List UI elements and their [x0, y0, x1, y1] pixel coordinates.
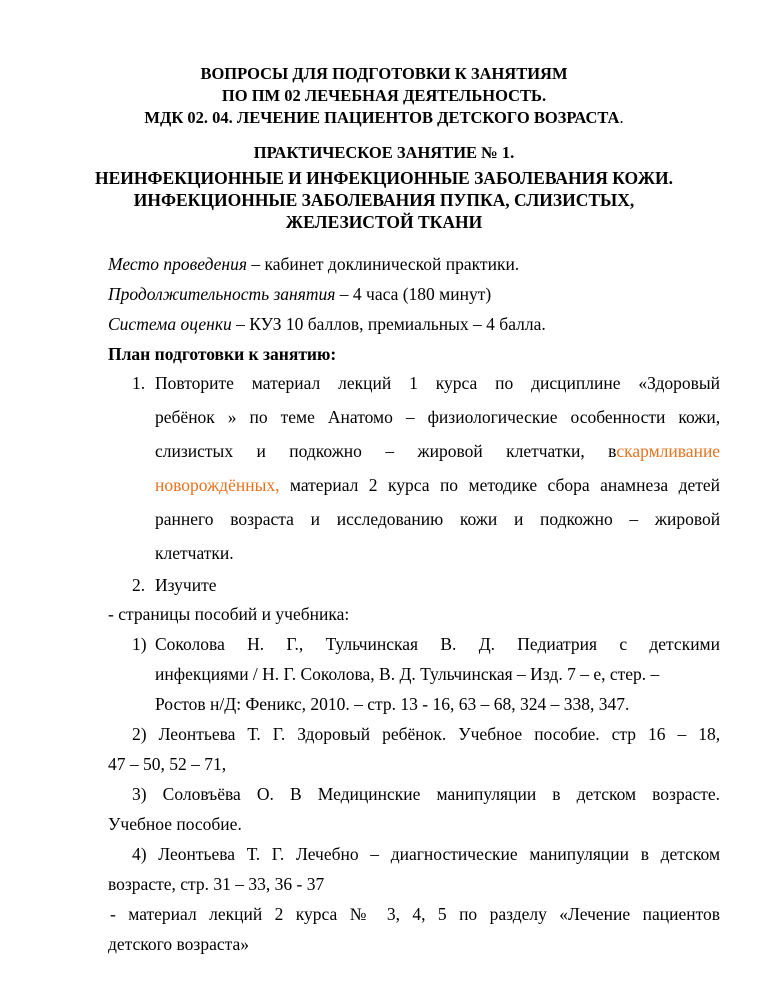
ref-2-line-1	[132, 724, 720, 745]
word: -	[110, 904, 116, 924]
item-1-line-3	[155, 441, 720, 462]
word: манипуляции	[436, 784, 537, 804]
word: в	[640, 844, 649, 864]
word: клетчатки,	[506, 441, 585, 461]
item-1-line-6: клетчатки.	[155, 543, 234, 563]
word: Д.	[478, 634, 496, 654]
word: по	[495, 373, 514, 393]
highlighted-text-2: новорождённых,	[155, 475, 280, 495]
word: Леонтьева	[158, 844, 236, 864]
place-value: – кабинет доклинической практики.	[246, 254, 520, 274]
word: –	[677, 724, 687, 744]
ref-1-line-2: инфекциями / Н. Г. Соколова, В. Д. Тульчинская – Изд. 7 – е, стер. –	[155, 664, 660, 684]
word: 16	[648, 724, 666, 744]
word: Здоровый	[297, 724, 371, 744]
header-line-3	[0, 108, 768, 128]
word: подкожно	[540, 509, 613, 529]
word: 3)	[132, 784, 147, 804]
word: анамнеза	[600, 475, 669, 495]
word: 5	[437, 904, 447, 924]
grading-value: – КУЗ 10 баллов, премиальных – 4 балла.	[231, 314, 546, 334]
word: »	[227, 407, 237, 427]
word: жировой	[417, 441, 483, 461]
word: «Здоровый	[638, 373, 721, 393]
lesson-topic-2: ИНФЕКЦИОННЫЕ ЗАБОЛЕВАНИЯ ПУПКА, СЛИЗИСТЫХ,	[133, 190, 635, 210]
word: теме	[280, 407, 315, 427]
highlighted-text: скармливание	[616, 441, 721, 461]
word: Лечебно	[295, 844, 359, 864]
word: Повторите	[155, 373, 234, 393]
word: кожи	[459, 509, 498, 529]
header-line-2: ПО ПМ 02 ЛЕЧЕБНАЯ ДЕЯТЕЛЬНОСТЬ.	[221, 86, 547, 105]
word: манипуляции	[529, 844, 630, 864]
header-line-3-text: МДК 02. 04. ЛЕЧЕНИЕ ПАЦИЕНТОВ ДЕТСКОГО ВОЗРАСТА	[144, 108, 620, 127]
word: –	[629, 509, 639, 529]
word: с	[619, 634, 628, 654]
word: Анатомо	[327, 407, 393, 427]
ref-4-line-1	[132, 844, 720, 865]
word: слизистых	[155, 441, 234, 461]
word: 18,	[698, 724, 721, 744]
word: Учебное	[458, 724, 523, 744]
word: разделу	[489, 904, 547, 924]
word: по	[439, 475, 459, 495]
word: Леонтьева	[158, 724, 236, 744]
word: вскармливание	[608, 441, 721, 461]
word: детском	[576, 784, 637, 804]
word: Г.,	[286, 634, 304, 654]
word: материал	[128, 904, 197, 924]
word: методике	[468, 475, 538, 495]
word: Тульчинская	[325, 634, 419, 654]
word: материал	[251, 373, 321, 393]
word: возраста	[230, 509, 294, 529]
ref-3-line-2: Учебное пособие.	[108, 814, 242, 834]
word: и	[256, 441, 266, 461]
word: №	[349, 904, 375, 924]
ref-1-line-1	[155, 634, 720, 655]
lesson-topic-1: НЕИНФЕКЦИОННЫЕ И ИНФЕКЦИОННЫЕ ЗАБОЛЕВАНИЯ КОЖИ.	[94, 168, 674, 188]
item-1-line-4	[155, 475, 720, 496]
lesson-number: ПРАКТИЧЕСКОЕ ЗАНЯТИЕ № 1.	[253, 143, 515, 162]
item-1-line-5	[155, 509, 720, 530]
place-line	[108, 254, 519, 275]
word: Т.	[246, 844, 261, 864]
word: диагностические	[390, 844, 518, 864]
ref-1-line-3: Ростов н/Д: Феникс, 2010. – стр. 13 - 16, 63 – 68, 324 – 338, 347.	[155, 694, 630, 714]
item-1-line-1	[155, 373, 720, 394]
ref-1-number: 1)	[132, 634, 147, 654]
word: кожи,	[678, 407, 721, 427]
ref-3-line-1	[132, 784, 720, 805]
word: 4,	[412, 904, 426, 924]
word: В	[290, 784, 302, 804]
word: 2	[368, 475, 378, 495]
word: –	[370, 844, 380, 864]
word: и	[310, 509, 321, 529]
duration-line	[108, 284, 491, 305]
ref-4-line-2: возрасте, стр. 31 – 33, 36 - 37	[108, 874, 325, 894]
word: –	[385, 441, 395, 461]
word: дисциплине	[531, 373, 621, 393]
word: –	[405, 407, 415, 427]
ref-2-line-2: 47 – 50, 52 – 71,	[108, 754, 227, 774]
word: детском	[660, 844, 721, 864]
item-2-subtitle: - страницы пособий и учебника:	[108, 604, 350, 624]
word: исследованию	[336, 509, 444, 529]
word: подкожно	[289, 441, 362, 461]
word: 4)	[132, 844, 147, 864]
word: «Лечение	[559, 904, 631, 924]
word: О.	[256, 784, 274, 804]
word: по	[459, 904, 478, 924]
lectures-line-1	[110, 904, 720, 925]
word: Педиатрия	[517, 634, 598, 654]
grading-label: Система оценки	[108, 314, 232, 334]
word: по	[249, 407, 268, 427]
word: материал	[289, 475, 359, 495]
duration-label: Продолжительность занятия	[108, 284, 336, 304]
item-1-line-2	[155, 407, 720, 428]
word: пациентов	[642, 904, 721, 924]
header-line-1: ВОПРОСЫ ДЛЯ ПОДГОТОВКИ К ЗАНЯТИЯМ	[200, 64, 568, 83]
word: 2	[274, 904, 284, 924]
word: Т.	[247, 724, 261, 744]
word: Г.	[271, 844, 285, 864]
word: 1	[409, 373, 418, 393]
word: курса	[435, 373, 478, 393]
word: физиологические	[427, 407, 558, 427]
word: особенности	[570, 407, 666, 427]
word: детей	[678, 475, 721, 495]
word: Соловъёва	[162, 784, 241, 804]
word: жировой	[654, 509, 721, 529]
grading-line	[108, 314, 546, 335]
word: Г.	[272, 724, 286, 744]
item-2-number: 2.	[132, 575, 146, 595]
word: пособие.	[534, 724, 600, 744]
word: Н.	[247, 634, 265, 654]
lesson-topic-3: ЖЕЛЕЗИСТОЙ ТКАНИ	[285, 212, 483, 232]
word: 2)	[132, 724, 147, 744]
item-1-number: 1.	[132, 373, 146, 393]
word: стр	[611, 724, 637, 744]
lectures-line-2: детского возраста»	[108, 934, 249, 954]
word: раннего	[155, 509, 214, 529]
word: детскими	[649, 634, 720, 654]
word: возрасте.	[652, 784, 721, 804]
word: лекций	[338, 373, 392, 393]
word: лекций	[209, 904, 263, 924]
duration-value: – 4 часа (180 минут)	[335, 284, 492, 304]
word: Медицинские	[317, 784, 421, 804]
word: В.	[440, 634, 457, 654]
word: 3,	[386, 904, 400, 924]
word: сбора	[547, 475, 590, 495]
plan-title: План подготовки к занятию:	[108, 344, 337, 364]
word: ребёнок.	[382, 724, 447, 744]
header-line-3-dot: .	[619, 108, 624, 127]
word: ребёнок	[155, 407, 215, 427]
item-2-title: Изучите	[155, 575, 217, 595]
word: в	[552, 784, 561, 804]
word: курса	[295, 904, 338, 924]
place-label: Место проведения	[108, 254, 247, 274]
word: Соколова	[155, 634, 225, 654]
word: курса	[387, 475, 430, 495]
word: и	[513, 509, 524, 529]
